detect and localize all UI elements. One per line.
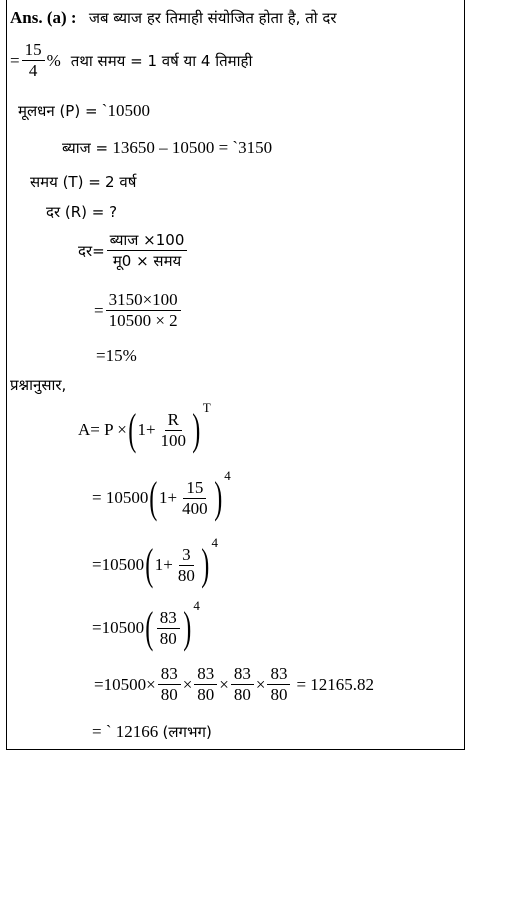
formula-exponent: T: [202, 400, 211, 415]
right-parenthesis: ): [192, 405, 201, 454]
time-value: 2 वर्ष: [105, 173, 137, 191]
final-note: (लगभग): [162, 723, 212, 741]
rate-substitution-line: [94, 290, 183, 331]
step2-denominator: 80: [177, 565, 195, 585]
rate-formula-fraction: [107, 230, 188, 271]
step1-exponent: 4: [224, 468, 231, 483]
step4-denominator: 80: [270, 685, 288, 704]
step3-fraction: [157, 608, 180, 649]
formula-denominator: 100: [160, 430, 187, 450]
step2-lead: =10500: [92, 555, 145, 574]
rate-formula-line: [78, 230, 189, 271]
step4-denominator: 80: [160, 685, 178, 704]
rate-substitution-numerator: 3150×100: [106, 290, 181, 311]
formula-numerator: R: [165, 410, 182, 431]
step4-times: ×: [255, 674, 266, 694]
step3-exponent: 4: [193, 598, 200, 613]
step4-numerator: 83: [231, 664, 254, 685]
final-line: [92, 722, 212, 742]
step1-line: [92, 468, 231, 522]
step4-fraction-4: [267, 664, 290, 705]
formula-lhs: A= P ×: [78, 420, 127, 439]
step2-numerator: 3: [179, 545, 194, 566]
principal-line: [18, 101, 150, 121]
section-label: प्रश्नानुसार,: [10, 376, 67, 394]
rate-unknown-line: [46, 202, 117, 222]
rate-result-line: [96, 346, 137, 366]
step1-lead: = 10500: [92, 488, 149, 507]
step4-result: = 12165.82: [296, 674, 375, 694]
interest-value: 13650 – 10500 = `3150: [112, 138, 273, 157]
final-amount: = ` 12166: [92, 722, 159, 741]
rate-formula-numerator: ब्याज ×100: [107, 230, 188, 251]
rate-fraction: [22, 40, 45, 81]
interest-label: ब्याज =: [62, 139, 109, 157]
rate-denominator: 4: [28, 61, 38, 80]
step1-denominator: 400: [182, 498, 208, 518]
rate-formula-denominator: मू0 × समय: [112, 252, 182, 270]
right-parenthesis: ): [213, 473, 222, 522]
step4-lead: =10500×: [94, 674, 156, 694]
interest-line: [62, 138, 272, 158]
left-parenthesis: (: [128, 405, 137, 454]
step3-lead: =10500: [92, 618, 145, 637]
answer-header-line: [10, 8, 337, 28]
answer-label: Ans. (a) :: [10, 8, 77, 27]
rate-percent: %: [46, 50, 61, 70]
step2-fraction: [175, 545, 198, 586]
formula-fraction: [158, 410, 190, 451]
amount-formula-line: [78, 400, 211, 454]
time-text: तथा समय = 1 वर्ष या 4 तिमाही: [70, 51, 253, 70]
step4-numerator: 83: [267, 664, 290, 685]
left-parenthesis: (: [145, 540, 154, 589]
step1-numerator: 15: [183, 478, 206, 499]
question-text: जब ब्याज हर तिमाही संयोजित होता है, तो दर: [88, 9, 337, 27]
step4-denominator: 80: [233, 685, 251, 704]
step4-denominator: 80: [197, 685, 215, 704]
formula-one-plus: 1+: [137, 420, 156, 439]
step3-denominator: 80: [159, 628, 177, 648]
step4-fraction-1: [158, 664, 181, 705]
rate-numerator: 15: [22, 40, 45, 61]
time-line: [30, 172, 136, 192]
rate-line: [10, 40, 252, 81]
right-parenthesis: ): [183, 603, 192, 652]
section-label-line: [10, 375, 66, 395]
principal-value: `10500: [101, 101, 150, 120]
rate-unknown-label: दर (R) = ?: [46, 203, 118, 221]
rate-result: =15%: [96, 346, 137, 365]
step4-numerator: 83: [158, 664, 181, 685]
step4-times: ×: [182, 674, 193, 694]
step2-line: [92, 535, 218, 589]
step1-one-plus: 1+: [159, 488, 178, 507]
principal-label: मूलधन (P) =: [18, 102, 98, 120]
rate-substitution-equals: =: [94, 300, 104, 320]
step3-line: [92, 598, 200, 652]
time-label: समय (T) =: [30, 173, 101, 191]
step2-exponent: 4: [211, 535, 218, 550]
step4-numerator: 83: [194, 664, 217, 685]
rate-substitution-fraction: [106, 290, 181, 331]
left-parenthesis: (: [145, 603, 154, 652]
step4-times: ×: [219, 674, 229, 694]
step4-fraction-3: [231, 664, 254, 705]
step4-fraction-2: [194, 664, 217, 705]
step2-one-plus: 1+: [154, 555, 173, 574]
step1-fraction: [179, 478, 211, 519]
rate-formula-label: दर=: [78, 241, 105, 260]
step3-numerator: 83: [157, 608, 180, 629]
step4-line: [94, 664, 374, 705]
rate-substitution-denominator: 10500 × 2: [108, 311, 178, 330]
left-parenthesis: (: [149, 473, 158, 522]
right-parenthesis: ): [201, 540, 210, 589]
rate-equals: =: [10, 50, 20, 70]
